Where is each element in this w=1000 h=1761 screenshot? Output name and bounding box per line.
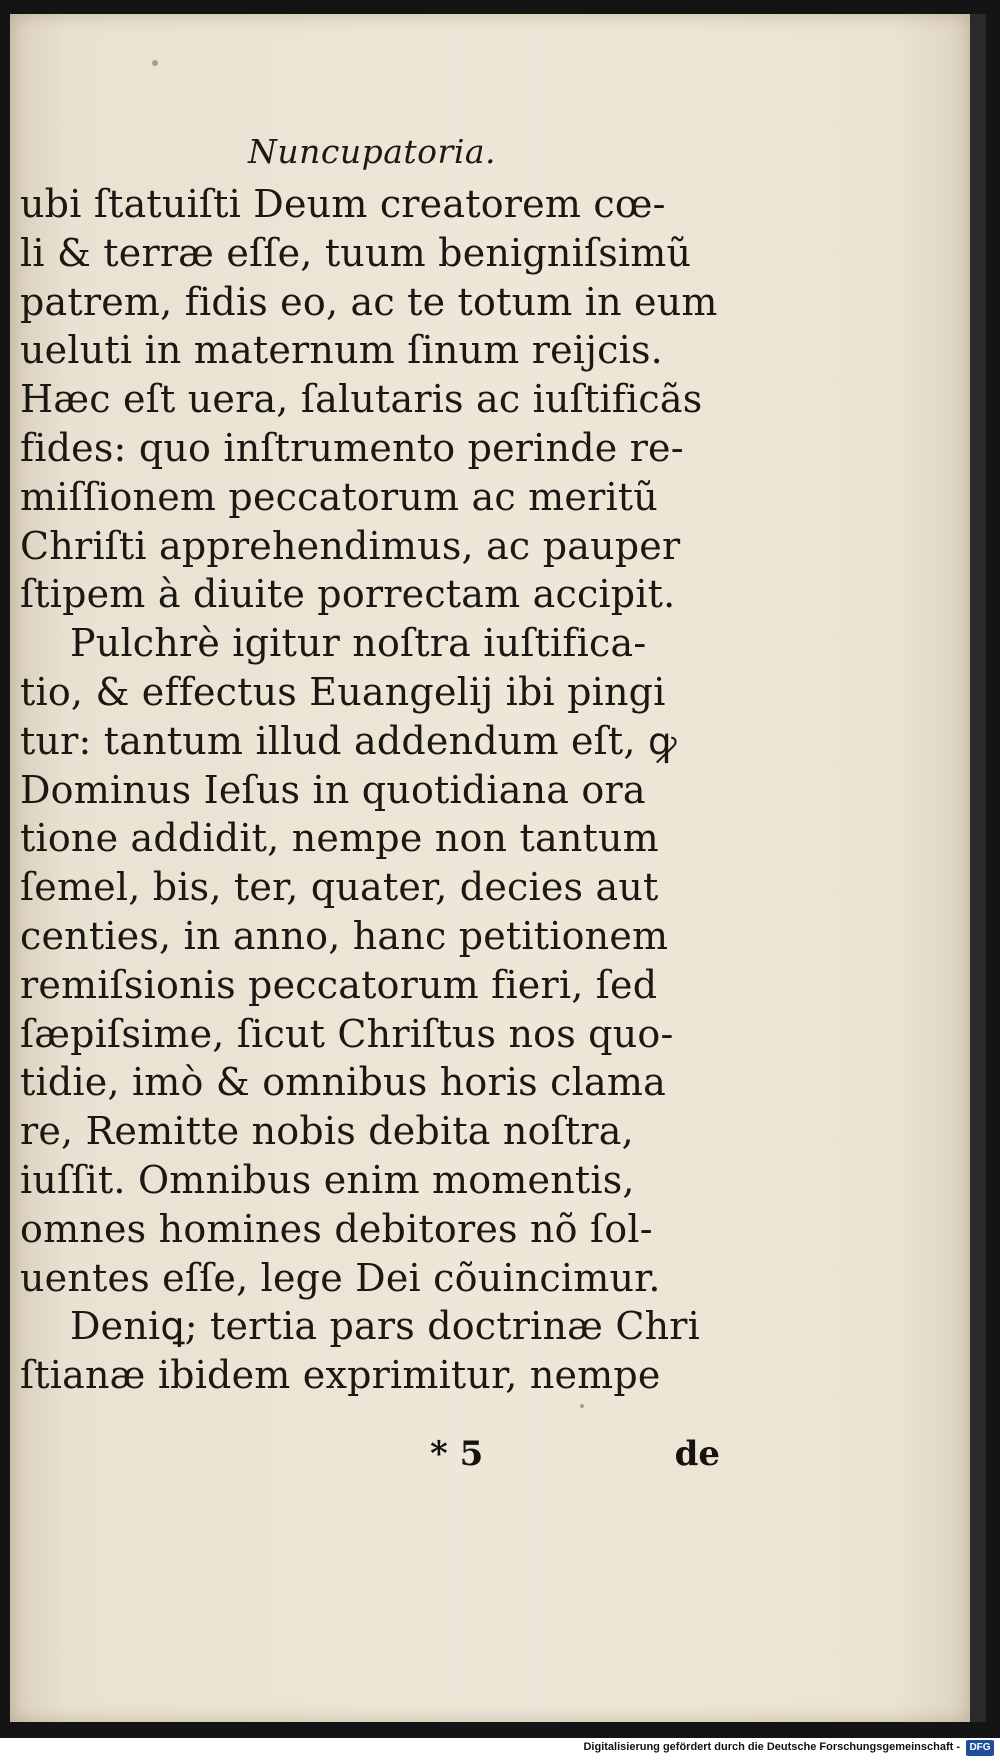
dfg-logo: DFG (966, 1740, 994, 1756)
text-line: miſſionem peccatorum ac meritũ (20, 474, 658, 519)
signature-mark: * 5 (430, 1434, 484, 1474)
text-line: li & terræ eſſe, tuum benigniſsimũ (20, 230, 692, 275)
credit-bar (0, 1738, 1000, 1761)
paper-speck (580, 1404, 584, 1408)
text-line: Deniꝗ; tertia pars doctrinæ Chri (70, 1304, 701, 1349)
text-line: uentes eſſe, lege Dei cõuincimur. (20, 1255, 661, 1300)
scan-edge (970, 14, 986, 1722)
text-line: ubi ſtatuiſti Deum creatorem cœ- (20, 182, 666, 226)
text-line: patrem, fidis eo, ac te totum in eum (20, 279, 718, 324)
book-page (10, 14, 970, 1722)
text-line: Dominus Ieſus in quotidiana ora (20, 767, 646, 812)
text-line: Chriſti apprehendimus, ac pauper (20, 523, 681, 568)
text-line: remiſsionis peccatorum fieri, ſed (20, 962, 658, 1007)
text-line: ueluti in maternum ſinum reijcis. (20, 328, 663, 373)
text-line: ſtipem à diuite porrectam accipit. (20, 572, 676, 617)
text-line: omnes homines debitores nõ ſol- (20, 1206, 653, 1251)
text-line: tur: tantum illud addendum eſt, ꝙ (20, 718, 677, 763)
text-line: ſæpiſsime, ſicut Chriſtus nos quo- (20, 1011, 674, 1056)
paper-speck (152, 60, 158, 66)
text-line: tione addidit, nempe non tantum (20, 816, 659, 861)
credit-text: Digitalisierung gefördert durch die Deutsche Forschungsgemeinschaft - (583, 1741, 960, 1753)
text-line: tio, & effectus Euangelij ibi pingi (20, 669, 666, 714)
running-header: Nuncupatoria. (248, 132, 497, 171)
text-line: fides: quo inſtrumento perinde re- (20, 425, 684, 470)
text-line: iuſſit. Omnibus enim momentis, (20, 1157, 635, 1202)
text-line: ſemel, bis, ter, quater, decies aut (20, 865, 659, 910)
catchword: de (674, 1434, 720, 1474)
text-line: centies, in anno, hanc petitionem (20, 913, 669, 958)
text-line: Pulchrè igitur noſtra iuſtifica- (70, 621, 647, 666)
page-footer (430, 1434, 720, 1484)
text-line: Hæc eſt uera, ſalutaris ac iuſtificãs (20, 377, 703, 422)
body-text (20, 180, 720, 1400)
text-line: tidie, imò & omnibus horis clama (20, 1060, 666, 1105)
text-line: re, Remitte nobis debita noſtra, (20, 1109, 634, 1154)
text-line: ſtianæ ibidem exprimitur, nempe (20, 1353, 661, 1398)
